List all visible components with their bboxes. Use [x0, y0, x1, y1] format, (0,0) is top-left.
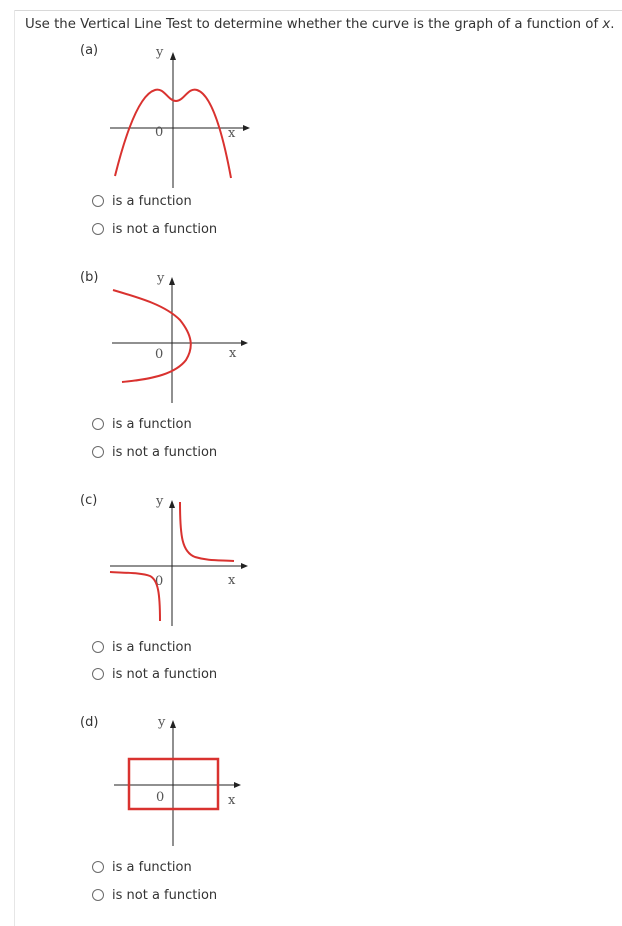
option-label: is not a function [112, 887, 218, 903]
graph-a-y-label: y [156, 45, 164, 60]
graph-d-y-arrow [170, 720, 176, 728]
graph-c-x-label: x [228, 573, 236, 588]
radio-icon[interactable] [92, 889, 104, 901]
graph-c [100, 488, 260, 638]
option-label: is not a function [112, 444, 218, 460]
graph-c-x-arrow [241, 563, 248, 569]
option-label: is not a function [112, 666, 218, 682]
radio-icon[interactable] [92, 861, 104, 873]
option-label: is a function [112, 193, 192, 209]
graph-d-x-label: x [228, 793, 236, 808]
part-a-option-function[interactable] [92, 193, 192, 209]
graph-b-x-label: x [229, 346, 237, 361]
graph-c-y-label: y [156, 494, 164, 509]
graph-d-axes [114, 720, 241, 846]
part-c-option-not-function[interactable] [92, 666, 217, 682]
question-text: Use the Vertical Line Test to determine whether the curve is the graph of a function of [25, 17, 603, 32]
graph-a-x-arrow [243, 125, 250, 131]
graph-b [100, 265, 260, 415]
graph-d-y-label: y [158, 715, 166, 730]
graph-d [100, 708, 260, 858]
part-b-option-function[interactable] [92, 416, 192, 432]
question-prompt [25, 17, 614, 32]
option-label: is a function [112, 859, 192, 875]
question-period: . [610, 17, 615, 32]
graph-a [100, 40, 260, 190]
graph-b-y-arrow [169, 277, 175, 285]
radio-icon[interactable] [92, 668, 104, 680]
part-b-label: (b) [80, 270, 99, 285]
option-label: is a function [112, 639, 192, 655]
part-b-option-not-function[interactable] [92, 444, 217, 460]
graph-b-y-label: y [157, 271, 165, 286]
graph-c-curve-right [180, 502, 234, 561]
part-c-label: (c) [80, 493, 98, 508]
frame-top-border [14, 10, 622, 11]
option-label: is a function [112, 416, 192, 432]
part-d-option-function[interactable] [92, 859, 192, 875]
graph-c-y-arrow [169, 500, 175, 508]
graph-c-curve-left [110, 572, 160, 621]
question-variable: x [602, 17, 611, 32]
graph-b-origin-label: 0 [155, 347, 164, 362]
graph-a-x-label: x [228, 126, 236, 141]
part-a-label: (a) [80, 43, 99, 58]
part-d-label: (d) [80, 715, 99, 730]
graph-d-x-arrow [234, 782, 241, 788]
graph-a-y-arrow [170, 52, 176, 60]
radio-icon[interactable] [92, 418, 104, 430]
part-a-option-not-function[interactable] [92, 221, 217, 237]
radio-icon[interactable] [92, 223, 104, 235]
radio-icon[interactable] [92, 446, 104, 458]
radio-icon[interactable] [92, 641, 104, 653]
graph-a-origin-label: 0 [155, 125, 164, 140]
graph-c-origin-label: 0 [155, 574, 164, 589]
radio-icon[interactable] [92, 195, 104, 207]
graph-d-origin-label: 0 [156, 790, 165, 805]
frame-left-border [14, 10, 15, 926]
part-c-option-function[interactable] [92, 639, 192, 655]
graph-b-x-arrow [241, 340, 248, 346]
part-d-option-not-function[interactable] [92, 887, 217, 903]
graph-c-axes [110, 500, 248, 626]
option-label: is not a function [112, 221, 218, 237]
graph-b-curve [113, 290, 191, 382]
